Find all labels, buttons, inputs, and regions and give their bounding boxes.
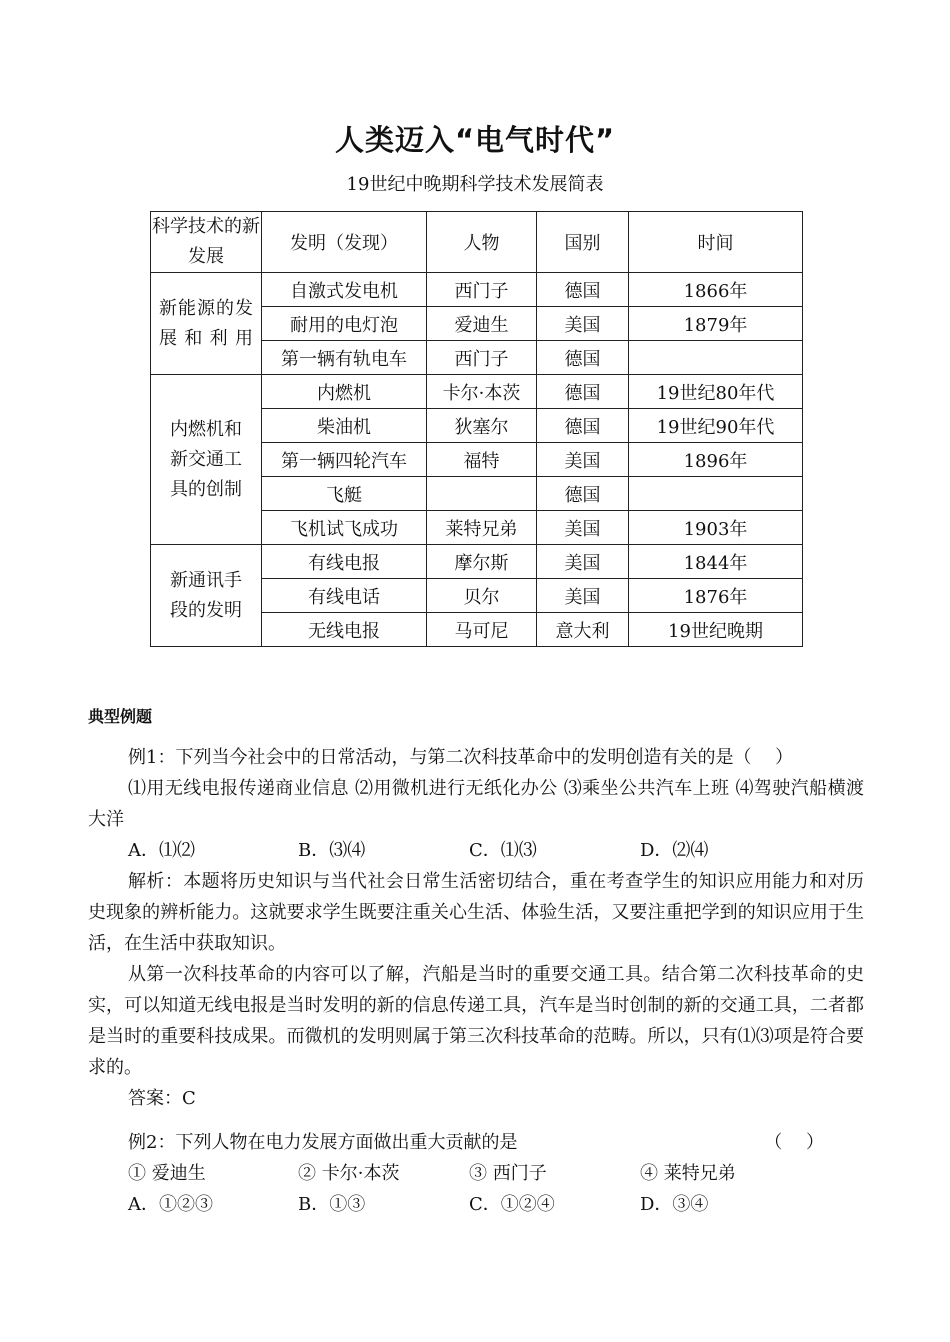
- example-1-items: ⑴用无线电报传递商业信息 ⑵用微机进行无纸化办公 ⑶乘坐公共汽车上班 ⑷驾驶汽船横渡大洋: [88, 778, 864, 830]
- option-d: D．③④: [640, 1194, 709, 1215]
- table-cell: 19世纪80年代: [629, 375, 803, 409]
- example-2-items: [88, 1158, 864, 1189]
- example-2-options: [88, 1189, 864, 1220]
- table-cell: 1866年: [629, 273, 803, 307]
- table-cell: 西门子: [427, 341, 537, 375]
- table-cell: 19世纪90年代: [629, 409, 803, 443]
- option-b: B．①③: [298, 1194, 366, 1215]
- table-cell: 美国: [537, 545, 629, 579]
- option-a: A．⑴⑵: [128, 840, 195, 861]
- table-cell: 贝尔: [427, 579, 537, 613]
- table-cell: 马可尼: [427, 613, 537, 647]
- table-cell: 美国: [537, 307, 629, 341]
- table-cell: 1876年: [629, 579, 803, 613]
- item-3: ③ 西门子: [469, 1163, 547, 1184]
- table-cell: 1896年: [629, 443, 803, 477]
- table-cell: 有线电报: [262, 545, 427, 579]
- table-cell: 1903年: [629, 511, 803, 545]
- table-cell: 福特: [427, 443, 537, 477]
- header-cell: 时间: [629, 212, 803, 273]
- table-cell: 飞机试飞成功: [262, 511, 427, 545]
- answer-bracket: （ ）: [764, 1132, 824, 1153]
- table-cell: 西门子: [427, 273, 537, 307]
- option-b: B．⑶⑷: [298, 840, 366, 861]
- table-cell: 1879年: [629, 307, 803, 341]
- example-1-answer: 答案：C: [128, 1088, 196, 1109]
- table-cell: 爱迪生: [427, 307, 537, 341]
- table-cell: 无线电报: [262, 613, 427, 647]
- tech-development-table: [150, 211, 803, 647]
- table-cell: 第一辆有轨电车: [262, 341, 427, 375]
- table-row: [151, 545, 803, 579]
- table-cell: 德国: [537, 375, 629, 409]
- page-title: 人类迈入“电气时代”: [334, 123, 616, 157]
- table-cell: 卡尔·本茨: [427, 375, 537, 409]
- table-cell: [629, 341, 803, 375]
- example-1-analysis: 解析：本题将历史知识与当代社会日常生活密切结合，重在考查学生的知识应用能力和对历史现象的辨析能力。这就要求学生既要注重关心生活、体验生活，又要注重把学到的知识应用于生活，在生活中获取知识。: [88, 871, 864, 954]
- table-row: [151, 273, 803, 307]
- table-cell: 意大利: [537, 613, 629, 647]
- item-4: ④ 莱特兄弟: [640, 1163, 736, 1184]
- table-cell: 摩尔斯: [427, 545, 537, 579]
- table-cell: 1844年: [629, 545, 803, 579]
- table-caption: 19世纪中晚期科学技术发展简表: [346, 174, 604, 195]
- example-1-analysis-continued: 从第一次科技革命的内容可以了解，汽船是当时的重要交通工具。结合第二次科技革命的史实，可以知道无线电报是当时发明的新的信息传递工具，汽车是当时创制的新的交通工具，二者都是当时的重要科技成果。而微机的发明则属于第三次科技革命的范畴。所以，只有⑴⑶项是符合要求的。: [88, 964, 864, 1078]
- table-cell: 内燃机: [262, 375, 427, 409]
- table-row: [151, 375, 803, 409]
- table-cell: 德国: [537, 477, 629, 511]
- option-d: D．⑵⑷: [640, 840, 709, 861]
- option-c: C．⑴⑶: [469, 840, 537, 861]
- table-cell: 美国: [537, 579, 629, 613]
- example-1-question: 例1：下列当今社会中的日常活动，与第二次科技革命中的发明创造有关的是（ ）: [128, 747, 794, 768]
- example-2-question: 例2：下列人物在电力发展方面做出重大贡献的是: [128, 1132, 518, 1153]
- table-cell: 自激式发电机: [262, 273, 427, 307]
- table-header-row: [151, 212, 803, 273]
- example-2: [88, 1127, 864, 1220]
- option-c: C．①②④: [469, 1194, 555, 1215]
- header-cell: 人物: [427, 212, 537, 273]
- table-cell: 莱特兄弟: [427, 511, 537, 545]
- table-cell: 狄塞尔: [427, 409, 537, 443]
- header-cell: 科学技术的新发展: [151, 212, 262, 273]
- option-a: A．①②③: [128, 1194, 213, 1215]
- header-cell: 国别: [537, 212, 629, 273]
- example-1-options: [88, 835, 864, 866]
- table-cell: 柴油机: [262, 409, 427, 443]
- header-cell: 发明（发现）: [262, 212, 427, 273]
- category-cell: 新通讯手段的发明: [151, 545, 262, 647]
- category-cell: 内燃机和新交通工具的创制: [151, 375, 262, 545]
- table-cell: 耐用的电灯泡: [262, 307, 427, 341]
- table-cell: 第一辆四轮汽车: [262, 443, 427, 477]
- table-cell: 有线电话: [262, 579, 427, 613]
- table-cell: [427, 477, 537, 511]
- table-cell: 19世纪晚期: [629, 613, 803, 647]
- table-cell: 德国: [537, 409, 629, 443]
- item-2: ② 卡尔·本茨: [298, 1163, 400, 1184]
- table-cell: 飞艇: [262, 477, 427, 511]
- section-heading: 典型例题: [88, 707, 153, 726]
- table-cell: 美国: [537, 511, 629, 545]
- item-1: ① 爱迪生: [128, 1163, 206, 1184]
- example-1: [88, 742, 864, 1114]
- category-cell: 新能源的发展和利用: [151, 273, 262, 375]
- table-cell: 美国: [537, 443, 629, 477]
- table-cell: 德国: [537, 341, 629, 375]
- table-cell: 德国: [537, 273, 629, 307]
- example-2-question-line: [88, 1127, 864, 1158]
- table-cell: [629, 477, 803, 511]
